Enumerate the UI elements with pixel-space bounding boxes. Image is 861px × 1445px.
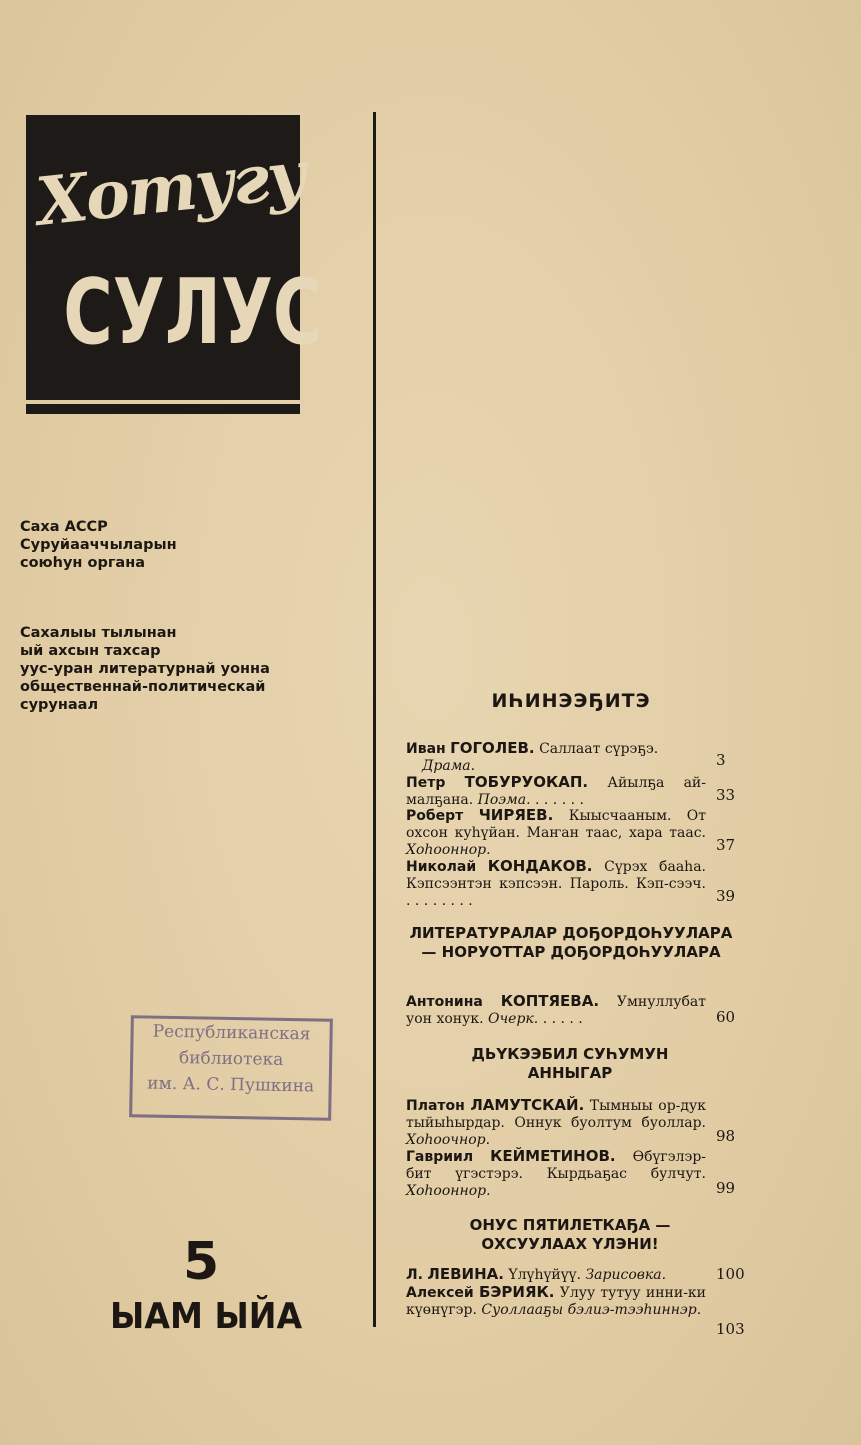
work-genre: Очерк. [488,1011,539,1027]
work-title: Умнуллубат уон хонук. [406,994,706,1027]
stamp-line: библиотека [178,1048,284,1070]
publisher-line: Саха АССР [20,519,108,535]
work-genre: Хоһооннор. [406,1183,491,1199]
work-genre: Хоһоочнор. [406,1132,491,1148]
work-genre: Суоллааҕы бэлиэ-тээһиннэр. [481,1302,702,1318]
contents-title: ИҺИНЭЭҔИТЭ [491,690,651,712]
toc-entry [406,1148,706,1200]
toc-entry [406,1284,706,1319]
description-line: Сахалыы тылынан [20,625,177,641]
toc-entry: Петр ТОБУРУОКАП. Айылҕа ай-малҕана. Поэма. . . . . . . [406,773,706,808]
section-heading: ЛИТЕРАТУРАЛАР ДОҔОРДОҺУУЛАРА — НОРУОТТАР ДОҔОРДОҺУУЛАРА [409,924,733,961]
library-stamp [129,1015,333,1121]
author-first-name: Алексей [406,1285,474,1301]
author-first-name: Николай [406,859,477,875]
page-number: 98 [716,1127,736,1145]
author-surname: БЭРИЯК. [478,1283,555,1301]
journal-description [20,624,270,714]
author-surname: КОНДАКОВ. [487,857,593,875]
author-surname: ТОБУРУОКАП. [464,773,589,791]
author-surname: ЧИРЯЕВ. [478,806,554,824]
publisher-block [20,518,177,572]
page-number: 103 [716,1320,745,1338]
toc-entry [406,740,706,775]
toc-entry [406,1266,706,1284]
toc-entry: Антонина КОПТЯЕВА. Умнуллубат уон хонук. Очерк. . . . . . [406,992,706,1027]
work-title: Үлүһүйүү. [508,1267,581,1283]
description-line: ый ахсын тахсар [20,643,161,659]
logo-script-title: Хотугу [32,135,309,241]
work-title: Айылҕа ай-малҕана. [406,775,706,808]
description-line: сурунаал [20,697,99,713]
stamp-line: им. А. С. Пушкина [147,1073,315,1097]
work-genre: Зарисовка. [585,1267,667,1283]
work-title: Кыысчааным. От охсон куһүйан. Маҥан таас, хара таас. [406,808,707,841]
issue-month: ЫАМ ЫЙА [110,1296,303,1337]
section-heading: ДЬҮКЭЭБИЛ СУҺУМУН АННЫГАР [471,1045,669,1082]
work-genre: Поэма. [477,792,531,808]
author-first-name: Иван [406,741,446,757]
logo-underline [26,404,300,414]
author-first-name: Гавриил [406,1149,474,1165]
page-number: 37 [716,836,736,854]
description-line: общественнай-политическай [20,679,266,695]
page-number: 3 [716,751,726,769]
issue-number: 5 [183,1232,220,1292]
stamp-line: Республиканская [152,1021,311,1045]
page-number: 39 [716,887,736,905]
toc-entry [406,807,706,859]
page-number: 33 [716,786,736,804]
work-title: Улуу тутуу инни-ки күөнүгэр. [406,1285,707,1318]
work-title: Өбүгэлэр-бит үгэстэрэ. Кырдьаҕас булчут. [406,1149,707,1182]
work-genre: Драма. [422,758,476,774]
work-title: Сүрэх бааһа. Кэпсээнтэн кэпсээн. Пароль. Кэп-сээч. [406,859,706,892]
column-divider [373,112,376,1327]
author-first-name: Платон [406,1098,465,1114]
work-title: Саллаат сүрэҕэ. [539,741,659,757]
logo-main-title: СУЛУС [63,260,323,365]
author-first-name: Петр [406,775,446,791]
author-first-name: Л. [406,1267,423,1283]
toc-entry [406,1097,706,1149]
publisher-line: союһун органа [20,555,145,571]
page-number: 60 [716,1008,736,1026]
work-genre: Хоһооннор. [406,842,491,858]
description-line: уус-уран литературнай уонна [20,661,270,677]
author-surname: ЛЕВИНА. [427,1265,504,1283]
author-first-name: Роберт [406,808,464,824]
author-surname: КЕЙМЕТИНОВ. [490,1147,616,1165]
author-first-name: Антонина [406,994,483,1010]
page-number: 100 [716,1265,745,1283]
page-number: 99 [716,1179,736,1197]
author-surname: КОПТЯЕВА. [500,992,600,1010]
section-heading: ОНУС ПЯТИЛЕТКАҔА — ОХСУУЛААХ ҮЛЭНИ! [469,1216,671,1253]
author-surname: ГОГОЛЕВ. [450,739,535,757]
publisher-line: Суруйааччыларын [20,537,177,553]
toc-entry: Николай КОНДАКОВ. Сүрэх бааһа. Кэпсээнтэн кэпсээн. Пароль. Кэп-сээч. . . . . . . . . [406,857,706,909]
work-title: Тымныы ор-дук тыйыһырдар. Оннук буолтум буоллар. [406,1098,707,1131]
author-surname: ЛАМУТСКАЙ. [470,1096,585,1114]
